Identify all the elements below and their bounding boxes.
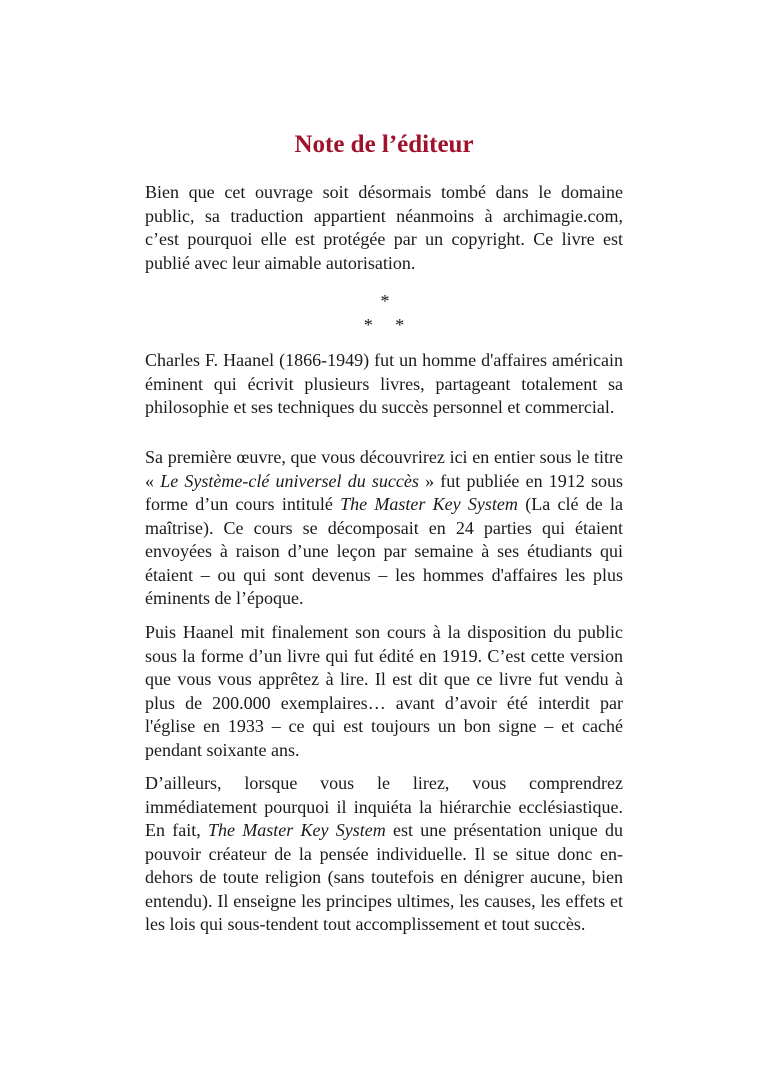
book-title-english: The Master Key System [340, 494, 518, 514]
paragraph-copyright: Bien que cet ouvrage soit désormais tombé dans le domaine public, sa traduction appartient néanmoins à archimagie.com, c’est pourquoi elle est protégée par un copyright. Ce livre est publié avec leur aimable autorisation. [145, 182, 623, 273]
page-title: Note de l’éditeur [294, 131, 474, 158]
separator-asterisks-bottom: * * [363, 315, 405, 335]
paragraph-first-work-text-2: » fut publiée en 1912 sous forme d’un cours intitulé [145, 470, 624, 514]
paragraph-book-summary [145, 772, 623, 937]
paragraph-publication-history: Puis Haanel mit finalement son cours à la disposition du public sous la forme d’un livre qui fut édité en 1919. C’est cette version que vous vous apprêtez à lire. Il est dit que ce livre fut vendu à plus de 200.000 exemplaires… avant d’avoir été interdit par l'église en 1933 – ce qui est toujours un bon signe – et caché pendant soixante ans. [145, 622, 623, 760]
paragraph-book-summary-text-1: D’ailleurs, lorsque vous le lirez, vous comprendrez immédiatement pourquoi il inquiéta la hiérarchie ecclésiastique. En fait, [145, 773, 623, 840]
separator-asterisk-top: * [380, 291, 390, 311]
book-title-french: Le Système-clé universel du succès [160, 470, 419, 491]
paragraph-first-work-text-1: Sa première œuvre, que vous découvrirez ici en entier sous le titre « [145, 447, 623, 491]
paragraph-first-work [145, 446, 623, 611]
book-title-english-repeat: The Master Key System [208, 820, 386, 840]
paragraph-author-bio: Charles F. Haanel (1866-1949) fut un homme d'affaires américain éminent qui écrivit plusieurs livres, partageant totalement sa philosophie et ses techniques du succès personnel et commercial. [145, 350, 623, 417]
paragraph-book-summary-text-2: est une présentation unique du pouvoir créateur de la pensée individuelle. Il se situe donc en-dehors de toute religion (sans toutefois en dénigrer aucune, bien entendu). Il enseigne les principes ultimes, les causes, les effets et les lois qui sous-tendent tout accomplissement et tout succès. [145, 820, 623, 934]
paragraph-first-work-text-3: (La clé de la maîtrise). Ce cours se décomposait en 24 parties qui étaient envoyées à raison d’une leçon par semaine à ses étudiants qui étaient – ou qui sont devenus – les hommes d'affaires les plus éminents de l’époque. [145, 494, 623, 608]
